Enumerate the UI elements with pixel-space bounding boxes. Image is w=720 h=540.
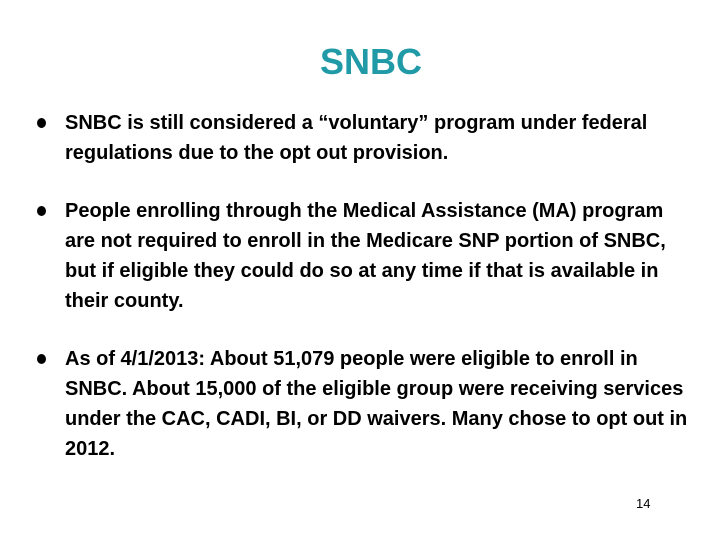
bullet-text: As of 4/1/2013: About 51,079 people were eligible to enroll in SNBC. About 15,000 of the eligible group were receiving services under the CAC, CADI, BI, or DD waivers. Many chose to opt out in 2012. xyxy=(65,348,688,460)
page-number: 14 xyxy=(636,496,651,511)
bullet-dot-icon xyxy=(37,118,46,128)
bullet-dot-icon xyxy=(37,206,46,216)
bullet-dot-icon xyxy=(37,354,46,364)
bullet-list xyxy=(36,108,696,464)
slide-title: SNBC xyxy=(319,41,422,82)
bullet-text: People enrolling through the Medical Assistance (MA) program are not required to enroll in the Medicare SNP portion of SNBC, but if eligible they could do so at any time if that is available in their county. xyxy=(65,200,666,312)
bullet-text: SNBC is still considered a “voluntary” program under federal regulations due to the opt out provision. xyxy=(65,112,648,164)
bullet-item xyxy=(36,108,696,168)
bullet-item xyxy=(36,196,696,316)
bullet-item xyxy=(36,344,696,464)
